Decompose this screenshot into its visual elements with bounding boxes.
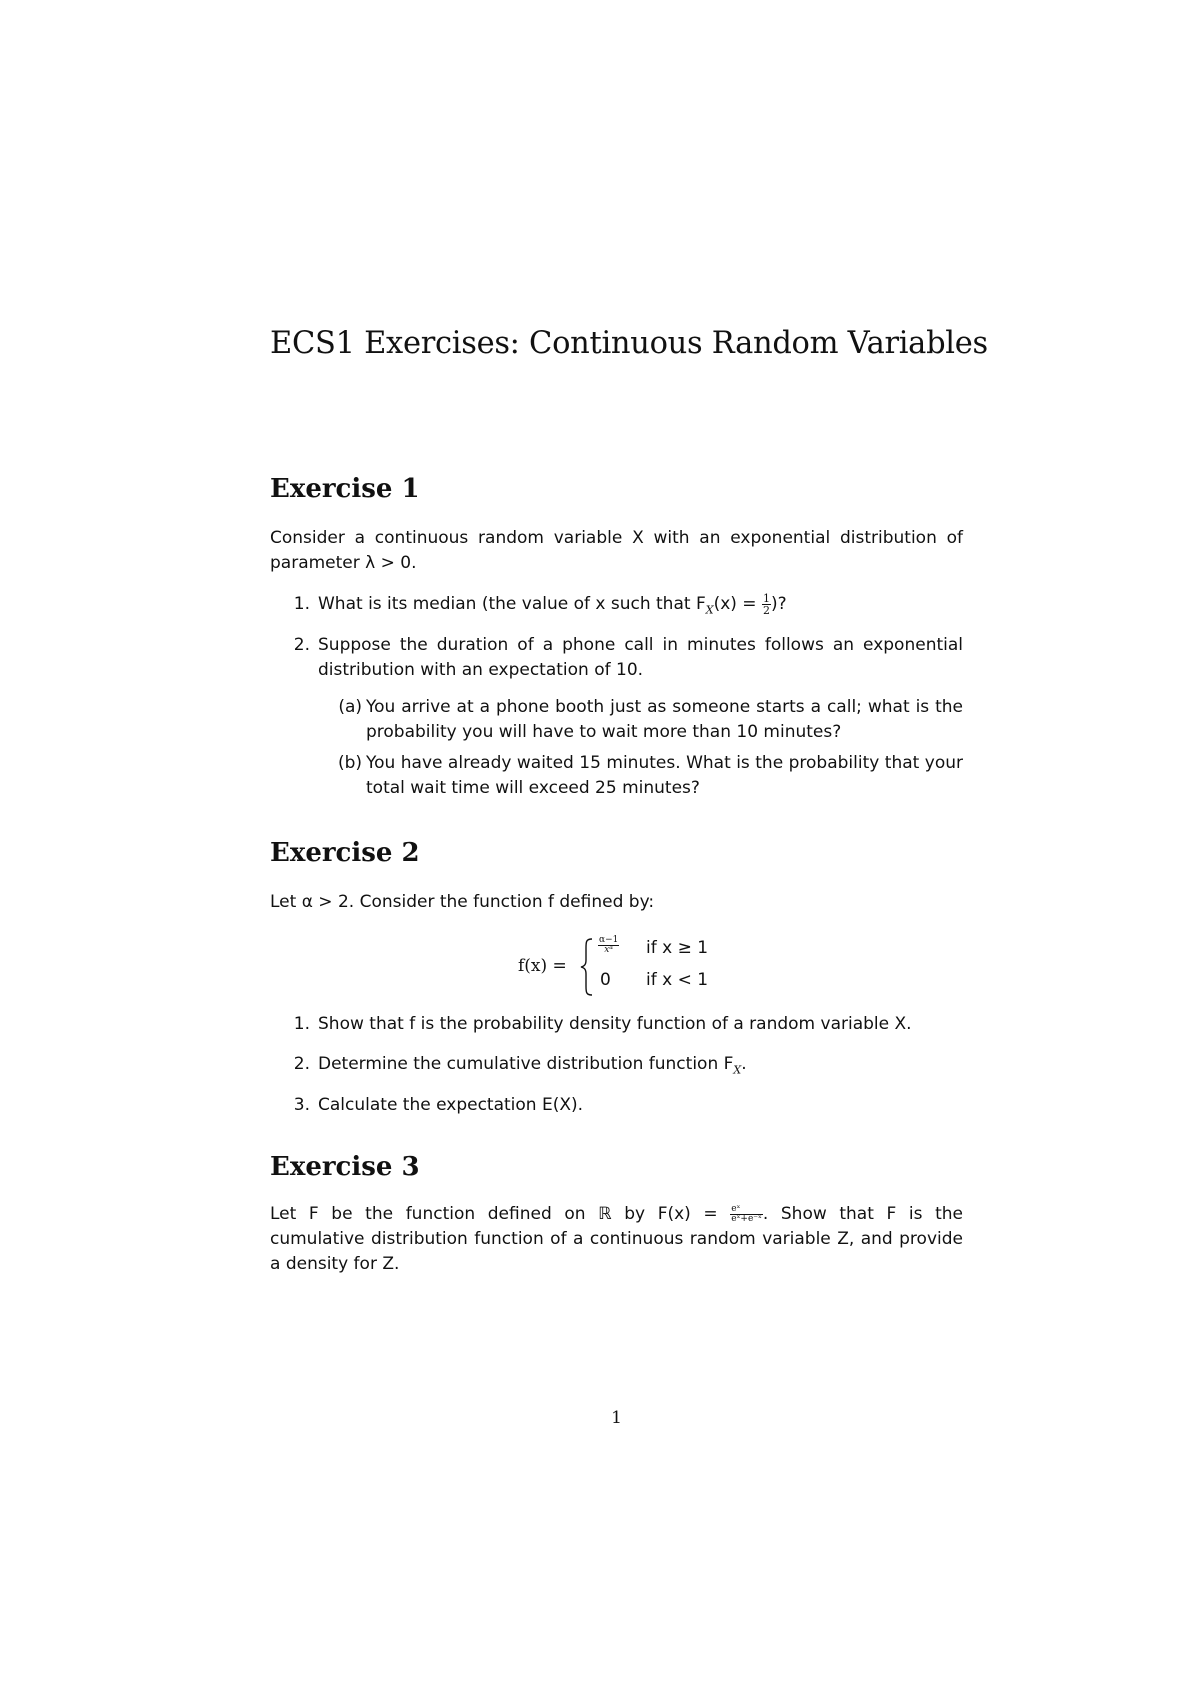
- equation-lhs: f(x) =: [518, 956, 567, 976]
- text-part: (x) =: [713, 594, 762, 614]
- fraction-numerator: 1: [762, 591, 770, 605]
- exercise-3-line-2: cumulative distribution function of a continuous random variable Z, and provide: [270, 1229, 963, 1249]
- exercise-1-item-2-text: Suppose the duration of a phone call in minutes follows an exponential distribution with an expectation of 10.: [318, 635, 963, 680]
- list-label: (a): [338, 697, 362, 717]
- exercise-1-item-2b-text: You have already waited 15 minutes. What is the probability that your total wait time will exceed 25 minutes?: [366, 753, 963, 798]
- exercise-2-item-2: [270, 1052, 963, 1077]
- exercise-1-intro-line-2: parameter λ > 0.: [270, 553, 417, 573]
- exercise-2-item-3: [270, 1093, 963, 1118]
- subscript: X: [705, 603, 714, 617]
- piecewise-equation: [518, 936, 758, 1000]
- list-number: 2.: [293, 635, 310, 655]
- exercise-2-item-3-text: Calculate the expectation E(X).: [318, 1095, 584, 1115]
- exercise-1-item-2: [270, 633, 963, 683]
- fraction-numerator: α−1: [599, 935, 619, 945]
- exercise-3-heading: Exercise 3: [270, 1152, 420, 1182]
- fraction-one-half: [762, 593, 771, 616]
- exercise-3-line-1: [270, 1202, 963, 1227]
- document-page: [270, 0, 988, 1696]
- list-number: 1.: [293, 594, 310, 614]
- case-2-condition: if x < 1: [646, 970, 709, 990]
- case-1-condition: if x ≥ 1: [646, 938, 709, 958]
- exercise-1-item-1: [270, 592, 963, 622]
- text-part: .: [741, 1054, 747, 1074]
- list-number: 3.: [293, 1095, 310, 1115]
- fraction-numerator: eˣ: [730, 1205, 763, 1215]
- text-part: Let F be the function defined on ℝ by F(x) =: [270, 1204, 731, 1224]
- list-label: (b): [337, 753, 362, 773]
- exercise-2-item-2-text: [318, 1052, 747, 1082]
- list-number: 2.: [293, 1054, 310, 1074]
- exercise-2-item-1-text: Show that f is the probability density function of a random variable X.: [318, 1014, 912, 1034]
- exercise-1-item-2b: [270, 751, 963, 801]
- fraction: [730, 1205, 763, 1224]
- fraction-denominator: xᵅ: [604, 945, 614, 955]
- exercise-2-item-1: [270, 1012, 963, 1037]
- text-part: . Show that F is the: [762, 1204, 963, 1224]
- page-number: 1: [611, 1408, 622, 1428]
- exercise-2-heading: Exercise 2: [270, 838, 420, 868]
- case-2-value: 0: [600, 970, 611, 990]
- exercise-1-intro-line-1: Consider a continuous random variable X with an exponential distribution of: [270, 528, 963, 548]
- text-part: )?: [770, 594, 787, 614]
- subscript: X: [733, 1063, 742, 1077]
- exercise-1-item-1-text: [318, 592, 787, 622]
- exercise-1-intro: [270, 526, 963, 576]
- list-number: 1.: [293, 1014, 310, 1034]
- text-part: What is its median (the value of x such that F: [318, 594, 706, 614]
- exercise-1-item-2a: [270, 695, 963, 745]
- exercise-3-line-3: a density for Z.: [270, 1254, 400, 1274]
- page-title: ECS1 Exercises: Continuous Random Variables: [270, 326, 988, 361]
- exercise-3-text: [270, 1202, 963, 1277]
- text-part: Determine the cumulative distribution function F: [318, 1054, 734, 1074]
- left-brace-icon: [580, 938, 594, 996]
- fraction-denominator: 2: [762, 603, 770, 617]
- fraction-denominator: eˣ+e⁻ˣ: [731, 1213, 762, 1224]
- exercise-1-heading: Exercise 1: [270, 474, 420, 504]
- exercise-1-item-2a-text: You arrive at a phone booth just as someone starts a call; what is the probability you will have to wait more than 10 minutes?: [366, 697, 963, 742]
- case-1-value: [598, 936, 619, 955]
- exercise-2-intro: Let α > 2. Consider the function f defined by:: [270, 892, 655, 912]
